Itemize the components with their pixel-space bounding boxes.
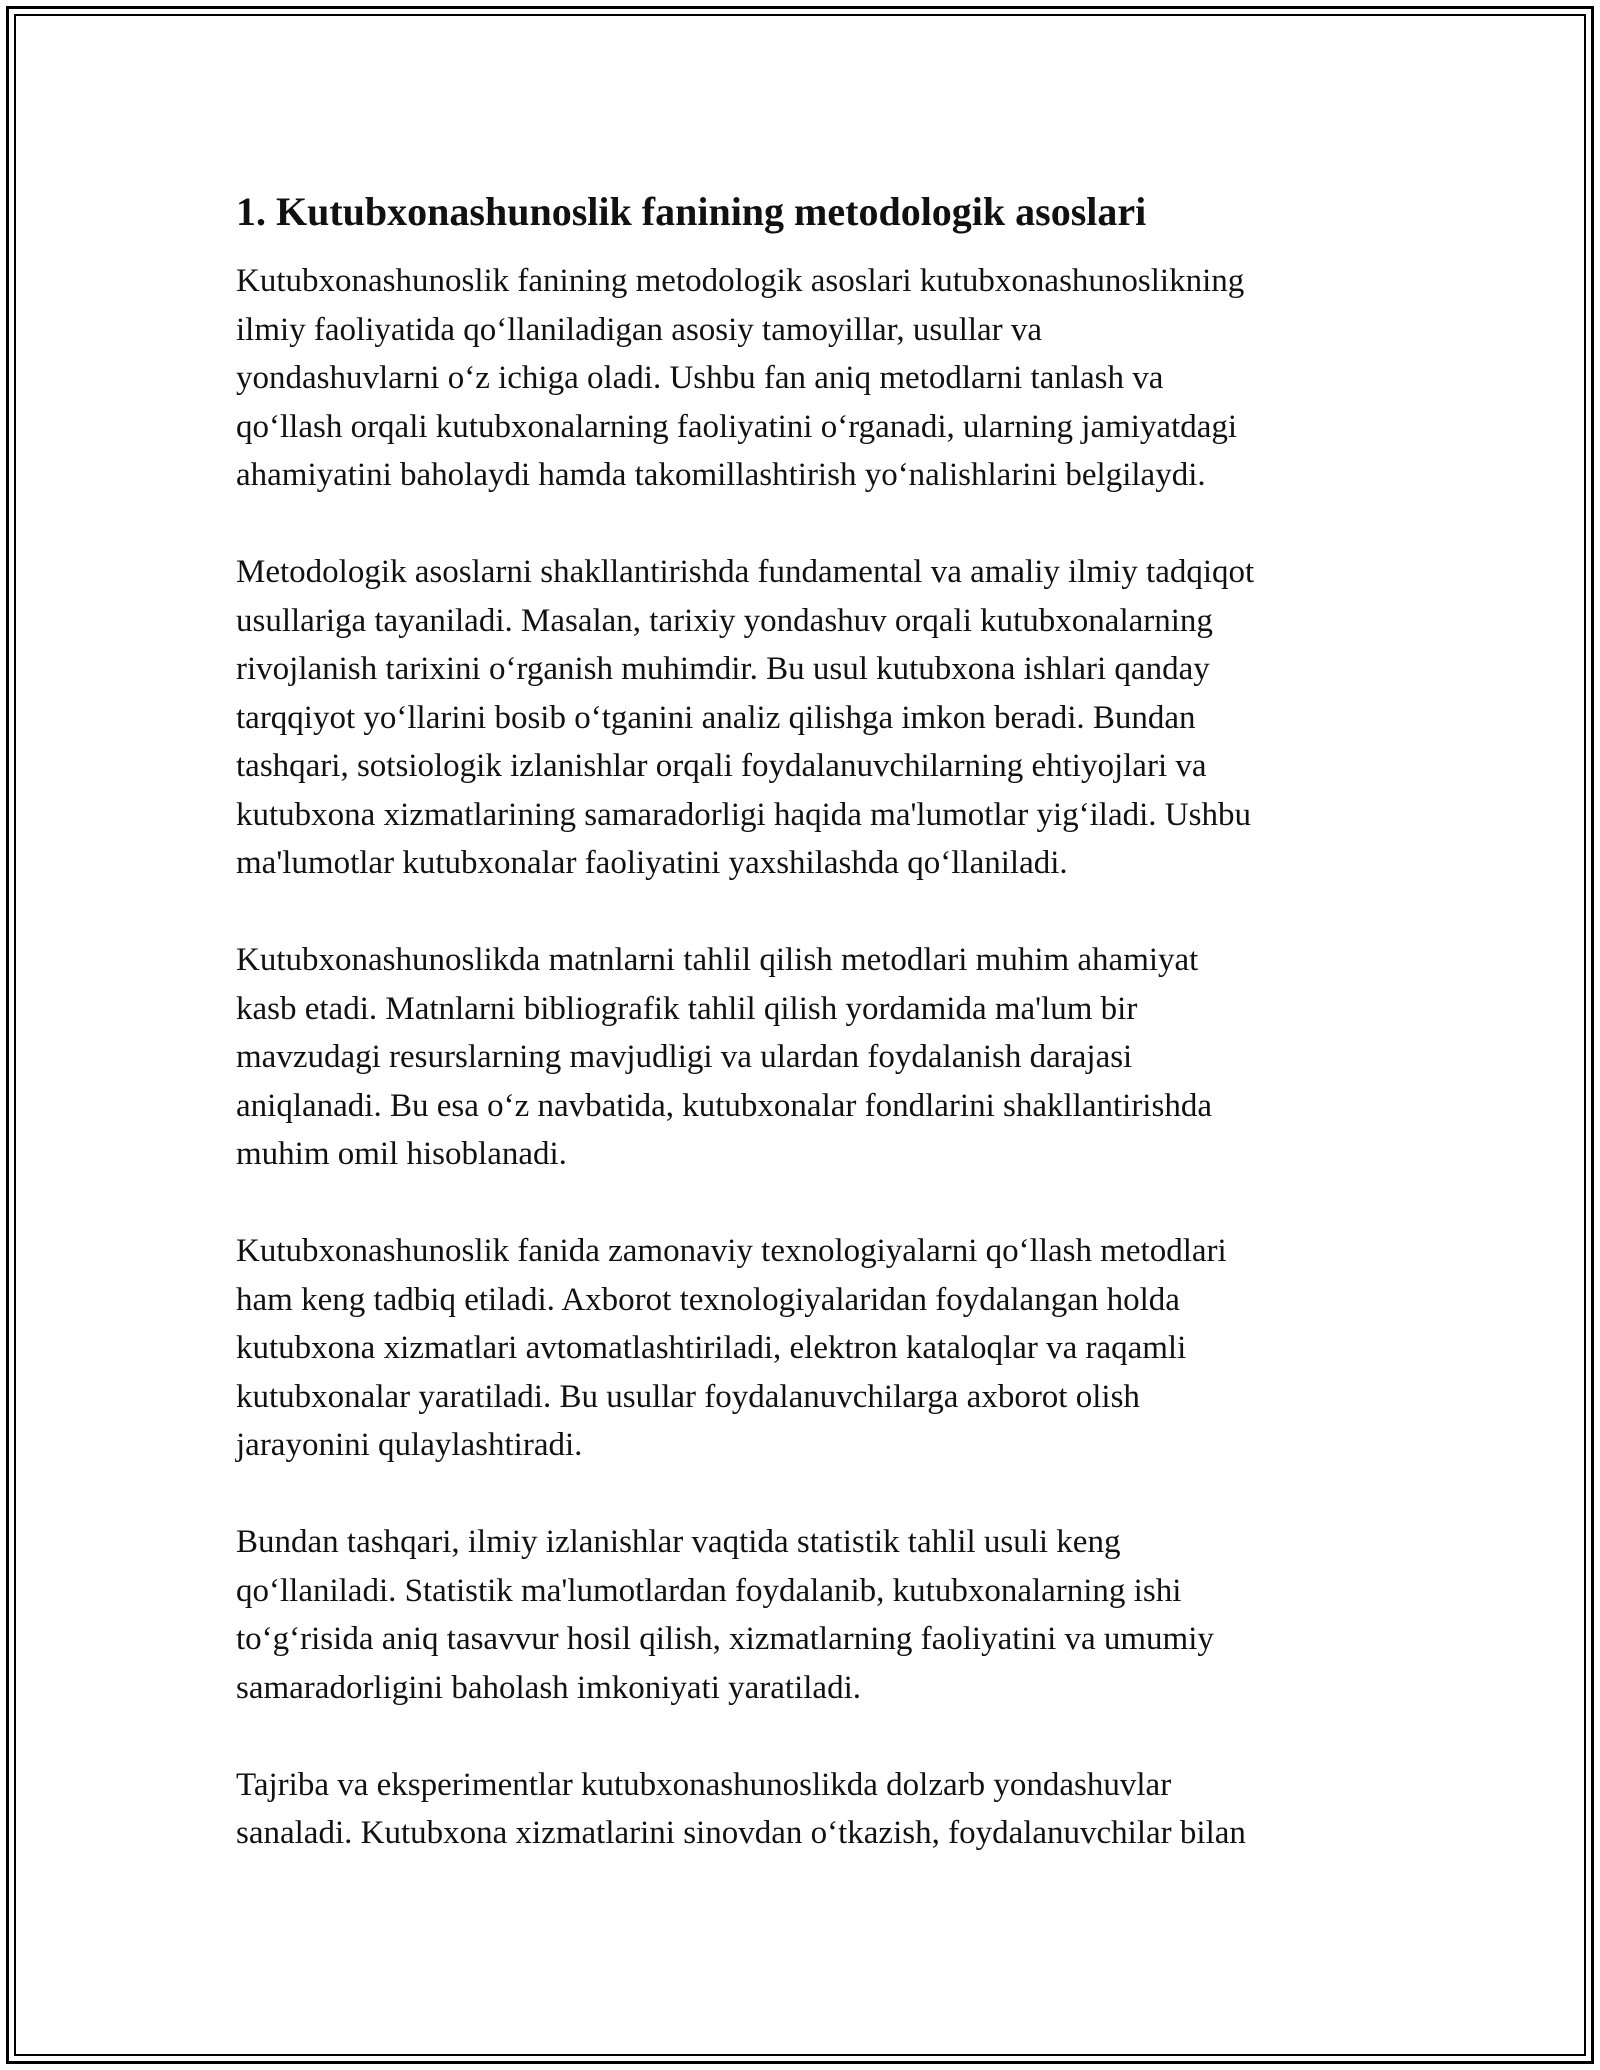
paragraph-4: Kutubxonashunoslik fanida zamonaviy texnologiyalarni qo‘llash metodlari ham keng tadbiq etiladi. Axborot texnologiyalaridan foydalangan holda kutubxona xizmatlari avtomatlashtiriladi, elektron kataloqlar va raqamli kutubxonalar yaratiladi. Bu usullar foydalanuvchilarga axborot olish jarayonini qulaylashtiradi. xyxy=(236,1233,1227,1463)
paragraph-1: Kutubxonashunoslik fanining metodologik asoslari kutubxonashunoslikning ilmiy faoliyatida qo‘llaniladigan asosiy tamoyillar, usullar va yondashuvlarni o‘z ichiga oladi. Ushbu fan aniq metodlarni tanlash va qo‘llash orqali kutubxonalarning faoliyatini o‘rganadi, ularning jamiyatdagi ahamiyatini baholaydi hamda takomillashtirish yo‘nalishlarini belgilaydi. xyxy=(236,263,1245,493)
paragraph-5: Bundan tashqari, ilmiy izlanishlar vaqtida statistik tahlil usuli keng qo‘llaniladi. Statistik ma'lumotlardan foydalanib, kutubxonalarning ishi to‘g‘risida aniq tasavvur hosil qilish, xizmatlarning faoliyatini va umumiy samaradorligini baholash imkoniyati yaratiladi. xyxy=(236,1524,1214,1706)
document-body xyxy=(236,188,1376,1906)
paragraph-6: Tajriba va eksperimentlar kutubxonashunoslikda dolzarb yondashuvlar sanaladi. Kutubxona xizmatlarini sinovdan o‘tkazish, foydalanuvchilar bilan xyxy=(236,1766,1246,1851)
paragraph-3: Kutubxonashunoslikda matnlarni tahlil qilish metodlari muhim ahamiyat kasb etadi. Matnlarni bibliografik tahlil qilish yordamida ma'lum bir mavzudagi resurslarning mavjudligi va ulardan foydalanish darajasi aniqlanadi. Bu esa o‘z navbatida, kutubxonalar fondlarini shakllantirishda muhim omil hisoblanadi. xyxy=(236,942,1212,1172)
paragraph-2: Metodologik asoslarni shakllantirishda fundamental va amaliy ilmiy tadqiqot usullariga tayaniladi. Masalan, tarixiy yondashuv orqali kutubxonalarning rivojlanish tarixini o‘rganish muhimdir. Bu usul kutubxona ishlari qanday tarqqiyot yo‘llarini bosib o‘tganini analiz qilishga imkon beradi. Bundan tashqari, sotsiologik izlanishlar orqali foydalanuvchilarning ehtiyojlari va kutubxona xizmatlarining samaradorligi haqida ma'lumotlar yig‘iladi. Ushbu ma'lumotlar kutubxonalar faoliyatini yaxshilashda qo‘llaniladi. xyxy=(236,554,1255,881)
section-heading: 1. Kutubxonashunoslik fanining metodologik asoslari xyxy=(236,189,1147,234)
